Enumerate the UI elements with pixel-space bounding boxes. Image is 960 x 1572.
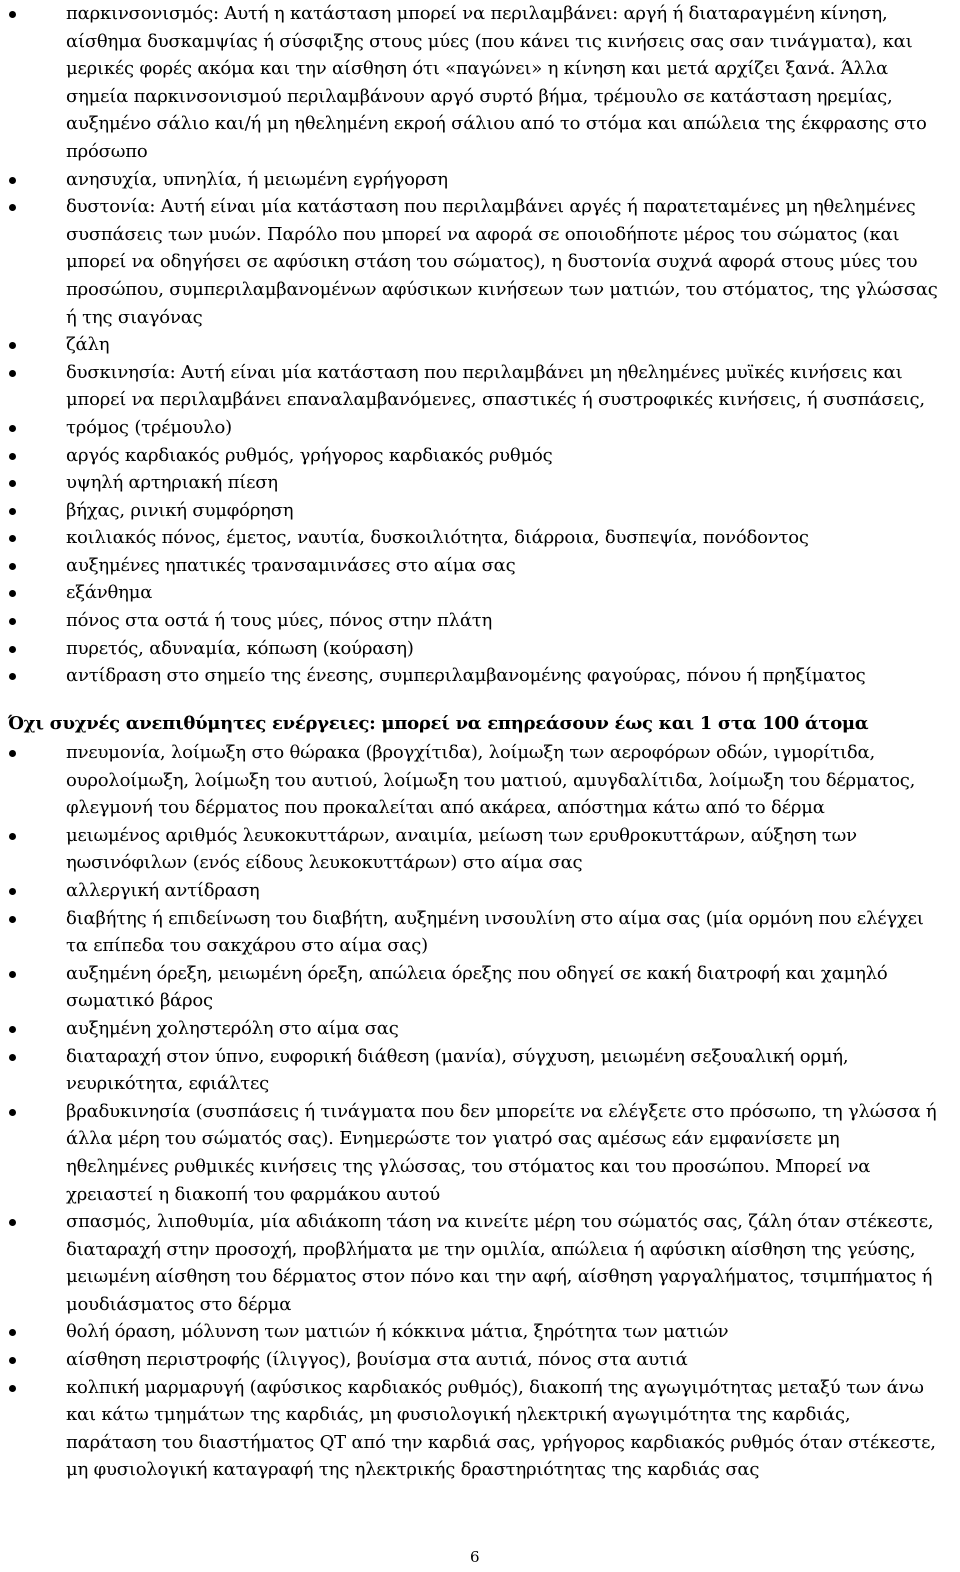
bullet-icon	[9, 1054, 16, 1061]
list-item-text: πόνος στα οστά ή τους μύες, πόνος στην πλάτη	[66, 610, 493, 632]
list-item-text: αλλεργική αντίδραση	[66, 879, 260, 901]
list-item	[0, 739, 940, 822]
bullet-icon	[9, 480, 16, 487]
list-item-text: μειωμένος αριθμός λευκοκυττάρων, αναιμία, μείωση των ερυθροκυττάρων, αύξηση των ηωσινόφιλων (ενός είδους λευκοκυττάρων) στο αίμα σας	[66, 824, 857, 874]
list-item	[0, 359, 940, 414]
bullet-icon	[9, 535, 16, 542]
bullet-icon	[9, 618, 16, 625]
bullet-icon	[9, 563, 16, 570]
list-item-text: παρκινσονισμός: Αυτή η κατάσταση μπορεί να περιλαμβάνει: αργή ή διαταραγμένη κίνηση, αίσθημα δυσκαμψίας ή σύσφιξης στους μύες (που κάνει τις κινήσεις σας σαν τινάγματα), και μερικές φορές ακόμα και την αίσθηση ότι «παγώνει» η κίνηση και μετά αρχίζει ξανά. Άλλα σημεία παρκινσονισμού περιλαμβάνουν αργό συρτό βήμα, τρέμουλο σε κατάσταση ηρεμίας, αυξημένο σάλιο και/ή μη ηθελημένη εκροή σάλιου από το στόμα και απώλεια της έκφρασης στο πρόσωπο	[66, 3, 927, 162]
bullet-icon	[9, 425, 16, 432]
list-item	[0, 552, 940, 580]
bullet-icon	[9, 646, 16, 653]
list-item-text: αυξημένη όρεξη, μειωμένη όρεξη, απώλεια όρεξης που οδηγεί σε κακή διατροφή και χαμηλό σωματικό βάρος	[66, 962, 888, 1012]
list-item	[0, 877, 940, 905]
bullet-icon	[9, 1329, 16, 1336]
side-effects-list-uncommon	[0, 739, 940, 1484]
list-item-text: δυστονία: Αυτή είναι μία κατάσταση που περιλαμβάνει αργές ή παρατεταμένες μη ηθελημένες συσπάσεις των μυών. Παρόλο που μπορεί να αφορά σε οποιοδήποτε μέρος του σώματος (και μπορεί να οδηγήσει σε αφύσικη στάση του σώματος), η δυστονία συχνά αφορά στους μύες του προσώπου, συμπεριλαμβανομένων αφύσικων κινήσεων των ματιών, του στόματος, της γλώσσας ή της σιαγόνας	[66, 196, 938, 328]
list-item-text: κολπική μαρμαρυγή (αφύσικος καρδιακός ρυθμός), διακοπή της αγωγιμότητας μεταξύ των άνω και κάτω τμημάτων της καρδιάς, μη φυσιολογική ηλεκτρική αγωγιμότητα της καρδιάς, παράταση του διαστήματος QT από την καρδιά σας, γρήγορος καρδιακός ρυθμός όταν στέκεστε, μη φυσιολογική καταγραφή της ηλεκτρικής δραστηριότητας της καρδιάς σας	[66, 1376, 936, 1481]
bullet-icon	[9, 916, 16, 923]
bullet-icon	[9, 590, 16, 597]
bullet-icon	[9, 750, 16, 757]
bullet-icon	[9, 370, 16, 377]
list-item	[0, 1015, 940, 1043]
list-item	[0, 1374, 940, 1484]
list-item	[0, 662, 940, 690]
list-item	[0, 414, 940, 442]
list-item	[0, 607, 940, 635]
list-item-text: σπασμός, λιποθυμία, μία αδιάκοπη τάση να κινείτε μέρη του σώματός σας, ζάλη όταν στέκεστε, διαταραχή στην προσοχή, προβλήματα με την ομιλία, απώλεια ή αφύσικη αίσθηση της γεύσης, μειωμένη αίσθηση του δέρματος στον πόνο και την αφή, αίσθηση γαργαλήματος, τσιμπήματος ή μουδιάσματος στο δέρμα	[66, 1211, 934, 1315]
list-item-text: εξάνθημα	[66, 582, 153, 604]
list-item-text: ζάλη	[66, 334, 110, 356]
list-item	[0, 0, 940, 166]
list-item	[0, 331, 940, 359]
side-effects-list-common	[0, 0, 940, 690]
list-item-text: δυσκινησία: Αυτή είναι μία κατάσταση που περιλαμβάνει μη ηθελημένες μυϊκές κινήσεις και μπορεί να περιλαμβάνει επαναλαμβανόμενες, σπαστικές ή συστροφικές κινήσεις, ή συσπάσεις,	[66, 361, 925, 411]
section-heading-uncommon: Όχι συχνές ανεπιθύμητες ενέργειες: μπορεί να επηρεάσουν έως και 1 στα 100 άτομα	[8, 713, 869, 734]
bullet-icon	[9, 508, 16, 515]
list-item	[0, 822, 940, 877]
list-item	[0, 1346, 940, 1374]
bullet-icon	[9, 888, 16, 895]
list-item-text: αργός καρδιακός ρυθμός, γρήγορος καρδιακός ρυθμός	[66, 444, 553, 466]
list-item	[0, 635, 940, 663]
bullet-icon	[9, 1385, 16, 1392]
list-item-text: τρόμος (τρέμουλο)	[66, 416, 232, 438]
list-item	[0, 1208, 940, 1318]
list-item-text: βήχας, ρινική συμφόρηση	[66, 499, 294, 521]
list-item	[0, 442, 940, 470]
list-item-text: διαβήτης ή επιδείνωση του διαβήτη, αυξημένη ινσουλίνη στο αίμα σας (μία ορμόνη που ελέγχει τα επίπεδα του σακχάρου στο αίμα σας)	[66, 907, 924, 957]
bullet-icon	[9, 1357, 16, 1364]
list-item-text: αντίδραση στο σημείο της ένεσης, συμπεριλαμβανομένης φαγούρας, πόνου ή πρηξίματος	[66, 665, 866, 687]
list-item	[0, 469, 940, 497]
bullet-icon	[9, 342, 16, 349]
bullet-icon	[9, 1026, 16, 1033]
bullet-icon	[9, 204, 16, 211]
list-item	[0, 524, 940, 552]
page-number: 6	[470, 1548, 480, 1566]
bullet-icon	[9, 11, 16, 18]
list-item-text: αυξημένη χοληστερόλη στο αίμα σας	[66, 1017, 399, 1039]
bullet-icon	[9, 971, 16, 978]
list-item	[0, 497, 940, 525]
list-item-text: ανησυχία, υπνηλία, ή μειωμένη εγρήγορση	[66, 168, 448, 190]
list-item	[0, 579, 940, 607]
list-item-text: βραδυκινησία (συσπάσεις ή τινάγματα που δεν μπορείτε να ελέγξετε στο πρόσωπο, τη γλώσσα ή άλλα μέρη του σώματός σας). Ενημερώστε τον γιατρό σας αμέσως εάν εμφανίσετε μη ηθελημένες ρυθμικές κινήσεις της γλώσσας, του στόματος και του προσώπου. Μπορεί να χρειαστεί η διακοπή του φαρμάκου αυτού	[66, 1100, 937, 1205]
list-item-text: πυρετός, αδυναμία, κόπωση (κούραση)	[66, 637, 414, 659]
list-item-text: αίσθηση περιστροφής (ίλιγγος), βουίσμα στα αυτιά, πόνος στα αυτιά	[66, 1349, 688, 1371]
list-item-text: υψηλή αρτηριακή πίεση	[66, 472, 278, 494]
bullet-icon	[9, 1219, 16, 1226]
list-item	[0, 1098, 940, 1208]
list-item-text: θολή όραση, μόλυνση των ματιών ή κόκκινα μάτια, ξηρότητα των ματιών	[66, 1321, 729, 1343]
bullet-icon	[9, 453, 16, 460]
list-item	[0, 166, 940, 194]
list-item-text: αυξημένες ηπατικές τρανσαμινάσες στο αίμα σας	[66, 554, 516, 576]
list-item-text: διαταραχή στον ύπνο, ευφορική διάθεση (μανία), σύγχυση, μειωμένη σεξουαλική ορμή, νευρικότητα, εφιάλτες	[66, 1045, 849, 1095]
list-item	[0, 1043, 940, 1098]
bullet-icon	[9, 833, 16, 840]
list-item-text: κοιλιακός πόνος, έμετος, ναυτία, δυσκοιλιότητα, διάρροια, δυσπεψία, πονόδοντος	[66, 527, 809, 549]
list-item	[0, 960, 940, 1015]
list-item	[0, 193, 940, 331]
list-item	[0, 905, 940, 960]
list-item-text: πνευμονία, λοίμωξη στο θώρακα (βρογχίτιδα), λοίμωξη των αεροφόρων οδών, ιγμορίτιδα, ουρολοίμωξη, λοίμωξη του αυτιού, λοίμωξη του ματιού, αμυγδαλίτιδα, λοίμωξη του δέρματος, φλεγμονή του δέρματος που προκαλείται από ακάρεα, απόστημα κάτω από το δέρμα	[66, 742, 916, 819]
bullet-icon	[9, 1109, 16, 1116]
list-item	[0, 1318, 940, 1346]
bullet-icon	[9, 177, 16, 184]
bullet-icon	[9, 673, 16, 680]
